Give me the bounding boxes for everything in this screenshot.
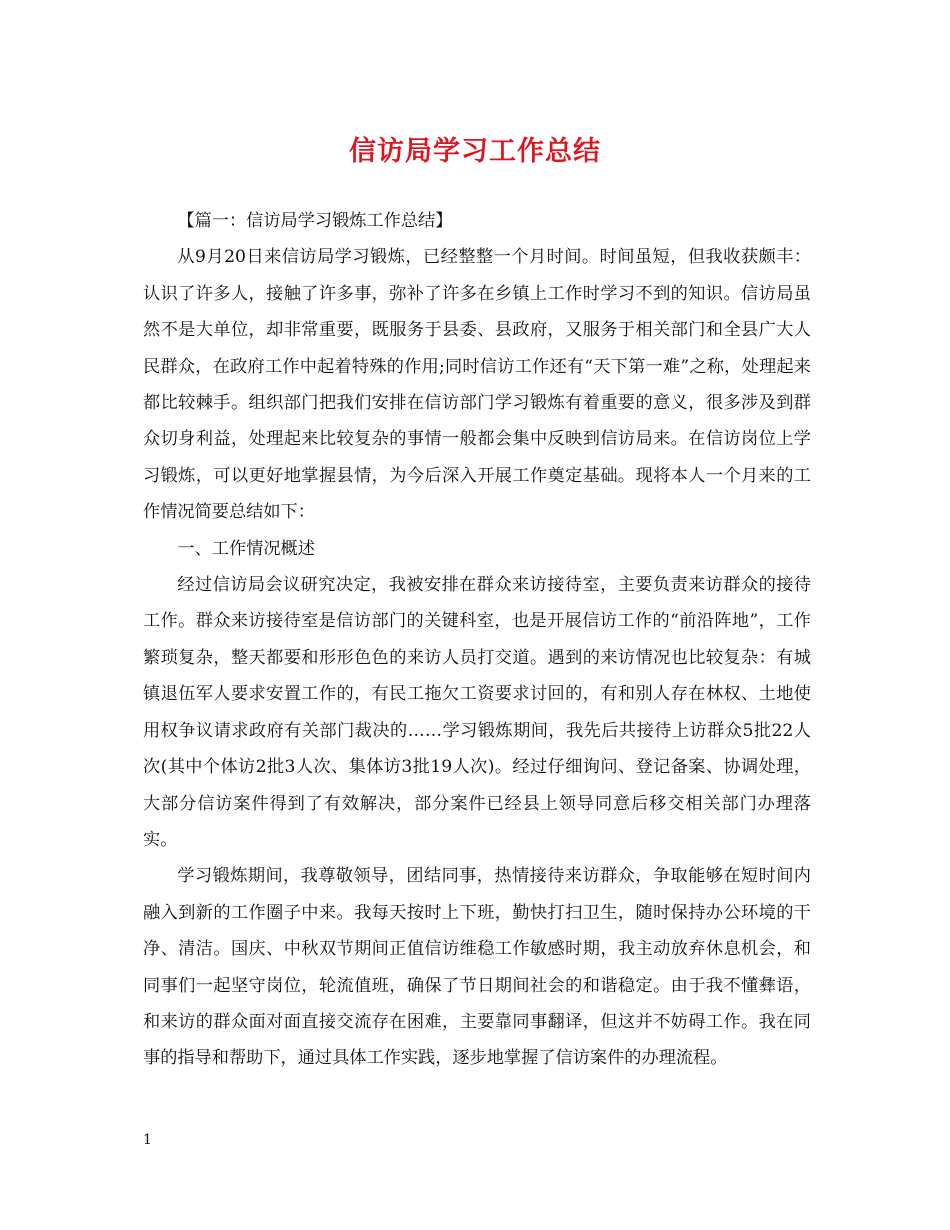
section-heading: 【篇一：信访局学习锻炼工作总结】 (177, 211, 453, 231)
document-title: 信访局学习工作总结 (349, 136, 601, 167)
paragraph: 从9月20日来信访局学习锻炼，已经整整一个月时间。时间虽短，但我收获颇丰：认识了许多人，接触了许多事，弥补了许多在乡镇上工作时学习不到的知识。信访局虽然不是大单位，却非常重要，既服务于县委、县政府，又服务于相关部门和全县广大人民群众，在政府工作中起着特殊的作用;同时信访工作还有“天下第一难”之称，处理起来都比较棘手。组织部门把我们安排在信访部门学习锻炼有着重要的意义，很多涉及到群众切身利益，处理起来比较复杂的事情一般都会集中反映到信访局来。在信访岗位上学习锻炼，可以更好地掌握县情，为今后深入开展工作奠定基础。现将本人一个月来的工作情况简要总结如下： (143, 247, 811, 523)
section-heading: 一、工作情况概述 (177, 538, 315, 559)
page-number: 1 (143, 1132, 152, 1148)
document-body (143, 203, 811, 1077)
paragraph: 经过信访局会议研究决定，我被安排在群众来访接待室，主要负责来访群众的接待工作。群众来访接待室是信访部门的关键科室，也是开展信访工作的“前沿阵地”，工作繁琐复杂，整天都要和形形色色的来访人员打交道。遇到的来访情况也比较复杂：有城镇退伍军人要求安置工作的，有民工拖欠工资要求讨回的，有和别人存在林权、土地使用权争议请求政府有关部门裁决的……学习锻炼期间，我先后共接待上访群众5批22人次(其中个体访2批3人次、集体访3批19人次)。经过仔细询问、登记备案、协调处理，大部分信访案件得到了有效解决，部分案件已经县上领导同意后移交相关部门办理落实。 (143, 575, 811, 850)
paragraph: 学习锻炼期间，我尊敬领导，团结同事，热情接待来访群众，争取能够在短时间内融入到新的工作圈子中来。我每天按时上下班，勤快打扫卫生，随时保持办公环境的干净、清洁。国庆、中秋双节期间正值信访维稳工作敏感时期，我主动放弃休息机会，和同事们一起坚守岗位，轮流值班，确保了节日期间社会的和谐稳定。由于我不懂彝语，和来访的群众面对面直接交流存在困难，主要靠同事翻译，但这并不妨碍工作。我在同事的指导和帮助下，通过具体工作实践，逐步地掌握了信访案件的办理流程。 (143, 866, 811, 1069)
